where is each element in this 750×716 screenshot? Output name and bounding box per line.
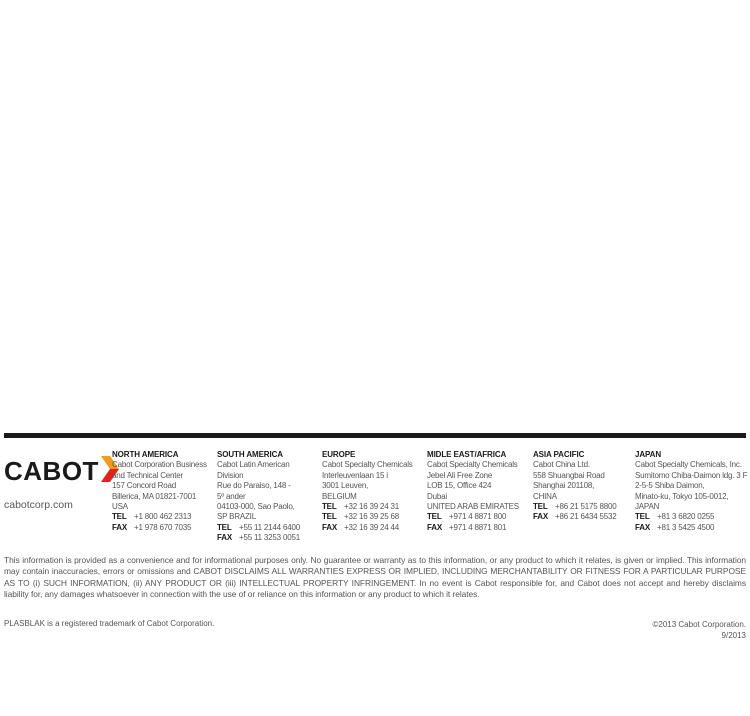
- address-line: Rue do Paraiso, 148 -: [217, 481, 291, 491]
- tel-row: TEL +55 11 2144 6400: [217, 522, 300, 532]
- tel-row: TEL +32 16 39 25 68: [322, 512, 400, 522]
- office-south-america: [217, 450, 329, 544]
- tel-row: TEL +32 16 39 24 31: [322, 502, 400, 512]
- logo-wordmark: CABOT: [4, 456, 99, 486]
- office-north-america: [112, 450, 224, 533]
- office-region: EUROPE: [322, 450, 356, 459]
- tel-number: +55 11 2144 6400: [239, 522, 300, 532]
- address-line: Minato-ku, Tokyo 105-0012,: [635, 491, 729, 501]
- fax-number: +86 21 6434 5532: [555, 512, 617, 522]
- website-link[interactable]: cabotcorp.com: [4, 499, 73, 511]
- fax-number: +55 11 3253 0051: [239, 533, 300, 543]
- fax-number: +1 978 670 7035: [134, 522, 192, 532]
- tel-number: +86 21 5175 8800: [555, 502, 617, 512]
- footer-divider: [4, 433, 746, 438]
- office-region: JAPAN: [635, 450, 662, 459]
- fax-row: FAX +1 978 670 7035: [112, 522, 192, 532]
- address-line: and Technical Center: [112, 470, 184, 480]
- address-line: Cabot Specialty Chemicals: [322, 460, 413, 470]
- address-line: LOB 15, Office 424: [427, 481, 492, 491]
- tel-row: TEL +81 3 6820 0255: [635, 512, 715, 522]
- tel-number: +81 3 6820 0255: [657, 512, 715, 522]
- address-line: USA: [112, 502, 128, 512]
- address-line: Billerica, MA 01821-7001: [112, 491, 197, 501]
- address-line: BELGIUM: [322, 491, 357, 501]
- address-line: UNITED ARAB EMIRATES: [427, 502, 519, 512]
- cabot-logo: [4, 458, 119, 484]
- office-region: SOUTH AMERICA: [217, 450, 283, 459]
- tel-number: +32 16 39 24 31: [344, 502, 400, 512]
- office-europe: [322, 450, 434, 533]
- address-line: Cabot Corporation Business: [112, 460, 207, 470]
- address-line: 04103-000, Sao Paolo,: [217, 502, 295, 512]
- address-line: JAPAN: [635, 502, 660, 512]
- address-line: Cabot Latin American: [217, 460, 290, 470]
- office-asia-pacific: [533, 450, 645, 523]
- address-line: Cabot China Ltd.: [533, 460, 590, 470]
- address-line: Cabot Specialty Chemicals: [427, 460, 518, 470]
- tel-row: TEL +971 4 8871 800: [427, 512, 507, 522]
- tel-number: +971 4 8871 800: [449, 512, 507, 522]
- fax-row: FAX +86 21 6434 5532: [533, 512, 617, 522]
- fax-number: +971 4 8871 801: [449, 522, 507, 532]
- address-line: 3001 Leuven,: [322, 481, 369, 491]
- fax-row: FAX +32 16 39 24 44: [322, 522, 400, 532]
- copyright-block: [652, 619, 746, 641]
- tel-number: +1 800 462 2313: [134, 512, 192, 522]
- address-line: Jebel Ali Free Zone: [427, 470, 493, 480]
- fax-number: +32 16 39 24 44: [344, 522, 400, 532]
- address-line: 558 Shuangbai Road: [533, 470, 605, 480]
- address-line: Dubai: [427, 491, 447, 501]
- fax-row: FAX +81 3 5425 4500: [635, 522, 715, 532]
- office-region: ASIA PACIFIC: [533, 450, 585, 459]
- address-line: 157 Concord Road: [112, 481, 176, 491]
- fax-row: FAX +971 4 8871 801: [427, 522, 507, 532]
- date-code: 9/2013: [721, 631, 746, 640]
- tel-number: +32 16 39 25 68: [344, 512, 400, 522]
- fax-number: +81 3 5425 4500: [657, 522, 715, 532]
- address-line: Sumitomo Chiba-Daimon ldg. 3 F: [635, 470, 748, 480]
- address-line: 2-5-5 Shiba Daimon,: [635, 481, 705, 491]
- office-region: NORTH AMERICA: [112, 450, 179, 459]
- tel-row: TEL +86 21 5175 8800: [533, 502, 617, 512]
- copyright-notice: ©2013 Cabot Corporation.: [652, 620, 746, 629]
- address-line: Interleuvenlaan 15 i: [322, 470, 388, 480]
- address-line: Cabot Specialty Chemicals, Inc.: [635, 460, 742, 470]
- office-region: MIDLE EAST/AFRICA: [427, 450, 507, 459]
- tel-row: TEL +1 800 462 2313: [112, 512, 192, 522]
- office-middle-east-africa: [427, 450, 539, 533]
- fax-row: FAX +55 11 3253 0051: [217, 533, 300, 543]
- trademark-notice: PLASBLAK is a registered trademark of Cabot Corporation.: [4, 619, 215, 628]
- address-line: SP BRAZIL: [217, 512, 256, 522]
- office-japan: [635, 450, 747, 533]
- address-line: CHINA: [533, 491, 557, 501]
- address-line: Shanghai 201108,: [533, 481, 595, 491]
- address-line: 5º ander: [217, 491, 246, 501]
- address-line: Division: [217, 470, 244, 480]
- legal-disclaimer: This information is provided as a convenience and for informational purposes only. No guarantee or warranty as to this information, or any product to which it relates, is given or implied. This information may contain inaccuracies, errors or omissions and CABOT DISCLAIMS ALL WARRANTIES EXPRESS OR IMPLIED, INCLUDING MERCHANTABILITY OR FITNESS FOR A PARTICULAR PURPOSE AS TO (i) SUCH INFORMATION, (ii) ANY PRODUCT OR (iii) INTELLECTUAL PROPERTY INFRINGEMENT. In no event is Cabot responsible for, and Cabot does not accept and hereby disclaims liability for, any damages whatsoever in connection with the use of or reliance on this information or any product to which it relates.: [4, 555, 746, 599]
- office-directory: [112, 450, 748, 545]
